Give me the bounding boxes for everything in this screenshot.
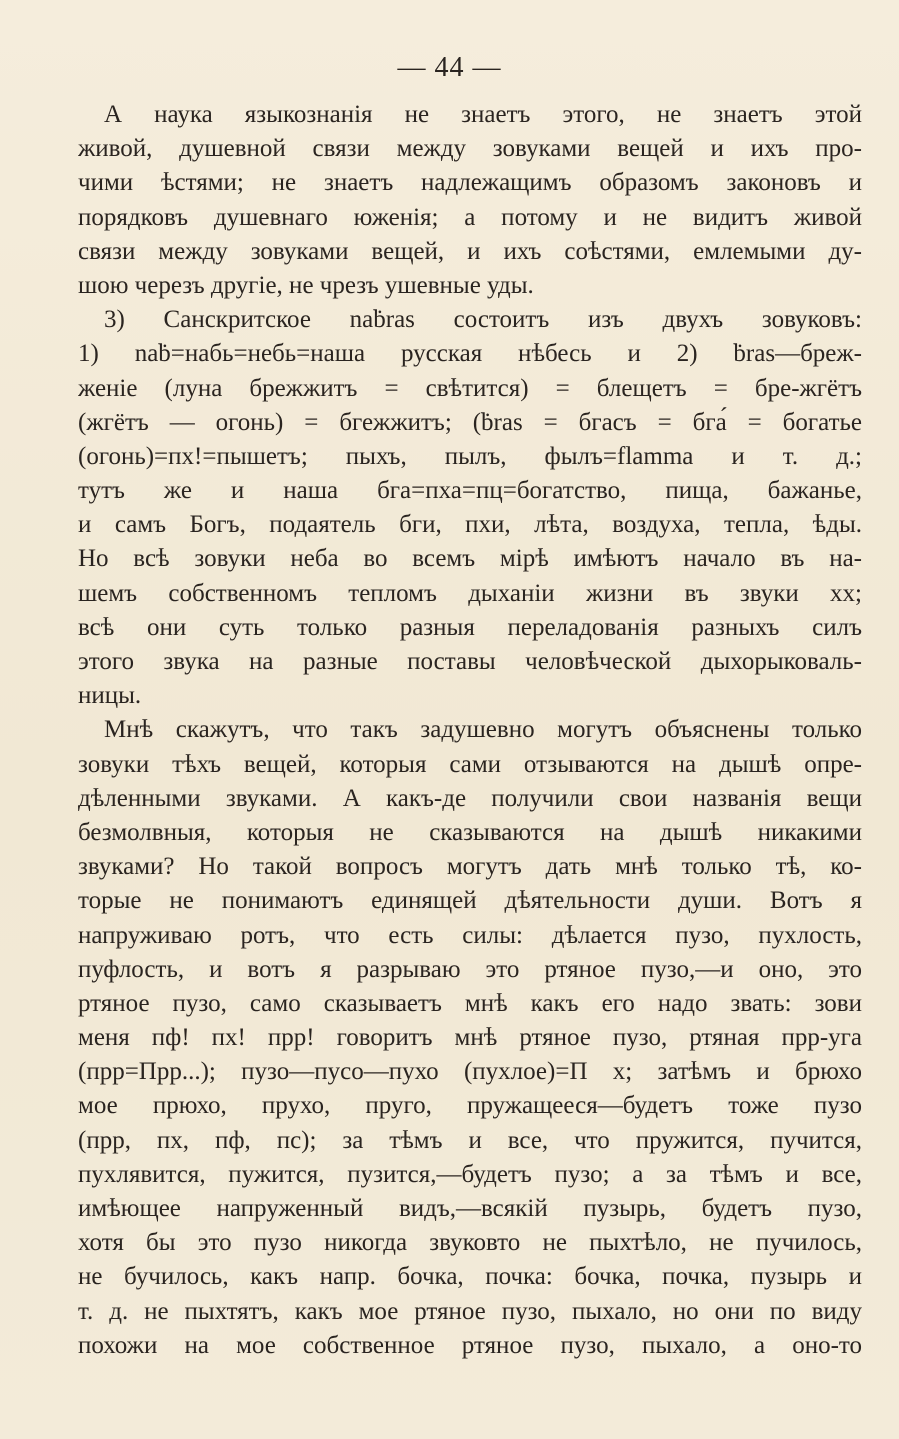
text-line: (прр=Прр...); пузо—пусо—пухо (пухлое)=П х; затѣмъ и брюхо xyxy=(78,1058,862,1086)
text-line: Мнѣ скажутъ, что такъ задушевно могутъ объяснены только xyxy=(104,716,862,744)
text-line: т. д. не пыхтятъ, какъ мое ртяное пузо, пыхало, но они по виду xyxy=(78,1297,862,1325)
text-line: связи между зовуками вещей, и ихъ соѣстями, емлемыми ду- xyxy=(78,237,862,265)
text-line: имѣющее напруженный видъ,—всякій пузырь, будетъ пузо, xyxy=(78,1195,862,1222)
body-text xyxy=(78,98,862,1363)
text-line: не бучилось, какъ напр. бочка, почка: бочка, почка, пузырь и xyxy=(78,1263,862,1291)
text-line: этого звука на разные поставы человѣческой дыхорыковаль- xyxy=(78,648,862,675)
text-line: напруживаю ротъ, что есть силы: дѣлается пузо, пухлость, xyxy=(78,921,862,949)
text-line: торые не понимаютъ единящей дѣятельности души. Вотъ я xyxy=(78,887,862,915)
text-line: зовуки тѣхъ вещей, которыя сами отзываются на дышѣ опре- xyxy=(78,750,862,778)
text-line: мое прюхо, прухо, пруго, пружащееся—будетъ тоже пузо xyxy=(78,1092,862,1120)
text-line: тутъ же и наша бга=пха=пц=богатство, пища, бажанье, xyxy=(78,477,862,505)
text-line: порядковъ душевнаго юженія; а потому и не видитъ живой xyxy=(78,203,862,231)
text-line: чими ѣстями; не знаетъ надлежащимъ образомъ законовъ и xyxy=(78,169,862,197)
text-line: меня пф! пх! прр! говоритъ мнѣ ртяное пузо, ртяная прр-уга xyxy=(78,1024,862,1052)
text-line: дѣленными звуками. А какъ-де получили свои названія вещи xyxy=(78,784,862,812)
text-line: (жгётъ — огонь) = бгежжитъ; (ḃras = бгасъ = бга́ = богатье xyxy=(78,408,862,436)
text-line: и самъ Богъ, подаятель бги, пхи, лѣта, воздуха, тепла, ѣды. xyxy=(78,511,862,539)
text-line: (огонь)=пх!=пышетъ; пыхъ, пылъ, фылъ=flamma и т. д.; xyxy=(78,442,862,470)
paragraph-3 xyxy=(78,713,862,1363)
text-line: пуфлость, и вотъ я разрываю это ртяное пузо,—и оно, это xyxy=(78,955,862,983)
text-line: А наука языкознанія не знаетъ этого, не знаетъ этой xyxy=(104,101,862,128)
paragraph-1 xyxy=(78,98,862,303)
text-line: звуками? Но такой вопросъ могутъ дать мнѣ только тѣ, ко- xyxy=(78,853,862,881)
paragraph-2 xyxy=(78,303,862,713)
text-line: шою черезъ другіе, не чрезъ ушевные уды. xyxy=(78,271,534,299)
text-line: ницы. xyxy=(78,682,142,710)
text-line: женіе (луна брежжитъ = свѣтится) = блещетъ = бре-жгётъ xyxy=(78,374,862,402)
text-line: живой, душевной связи между зовуками вещей и ихъ про- xyxy=(78,135,862,163)
text-line: ртяное пузо, само сказываетъ мнѣ какъ его надо звать: зови xyxy=(78,989,862,1017)
page-number: — 44 — xyxy=(397,52,502,83)
text-line: пухлявится, пужится, пузится,—будетъ пузо; а за тѣмъ и все, xyxy=(78,1160,862,1188)
text-line: всѣ они суть только разныя переладованія разныхъ силъ xyxy=(78,613,862,641)
text-line: безмолвныя, которыя не сказываются на дышѣ никакими xyxy=(78,818,862,846)
text-line: (прр, пх, пф, пс); за тѣмъ и все, что пружится, пучится, xyxy=(78,1126,862,1154)
text-line: похожи на мое собственное ртяное пузо, пыхало, а оно-то xyxy=(78,1331,862,1359)
text-line: 3) Санскритское naḃras состоитъ изъ двухъ зовуковъ: xyxy=(104,306,862,334)
text-line: Но всѣ зовуки неба во всемъ мірѣ имѣютъ начало въ на- xyxy=(78,545,862,573)
text-line: шемъ собственномъ тепломъ дыханіи жизни въ звуки хх; xyxy=(78,579,862,607)
text-line: 1) naḃ=набь=небь=наша русская нѣбесь и 2) ḃras—бреж- xyxy=(78,340,862,368)
text-line: хотя бы это пузо никогда звуковто не пыхтѣло, не пучилось, xyxy=(78,1229,862,1257)
